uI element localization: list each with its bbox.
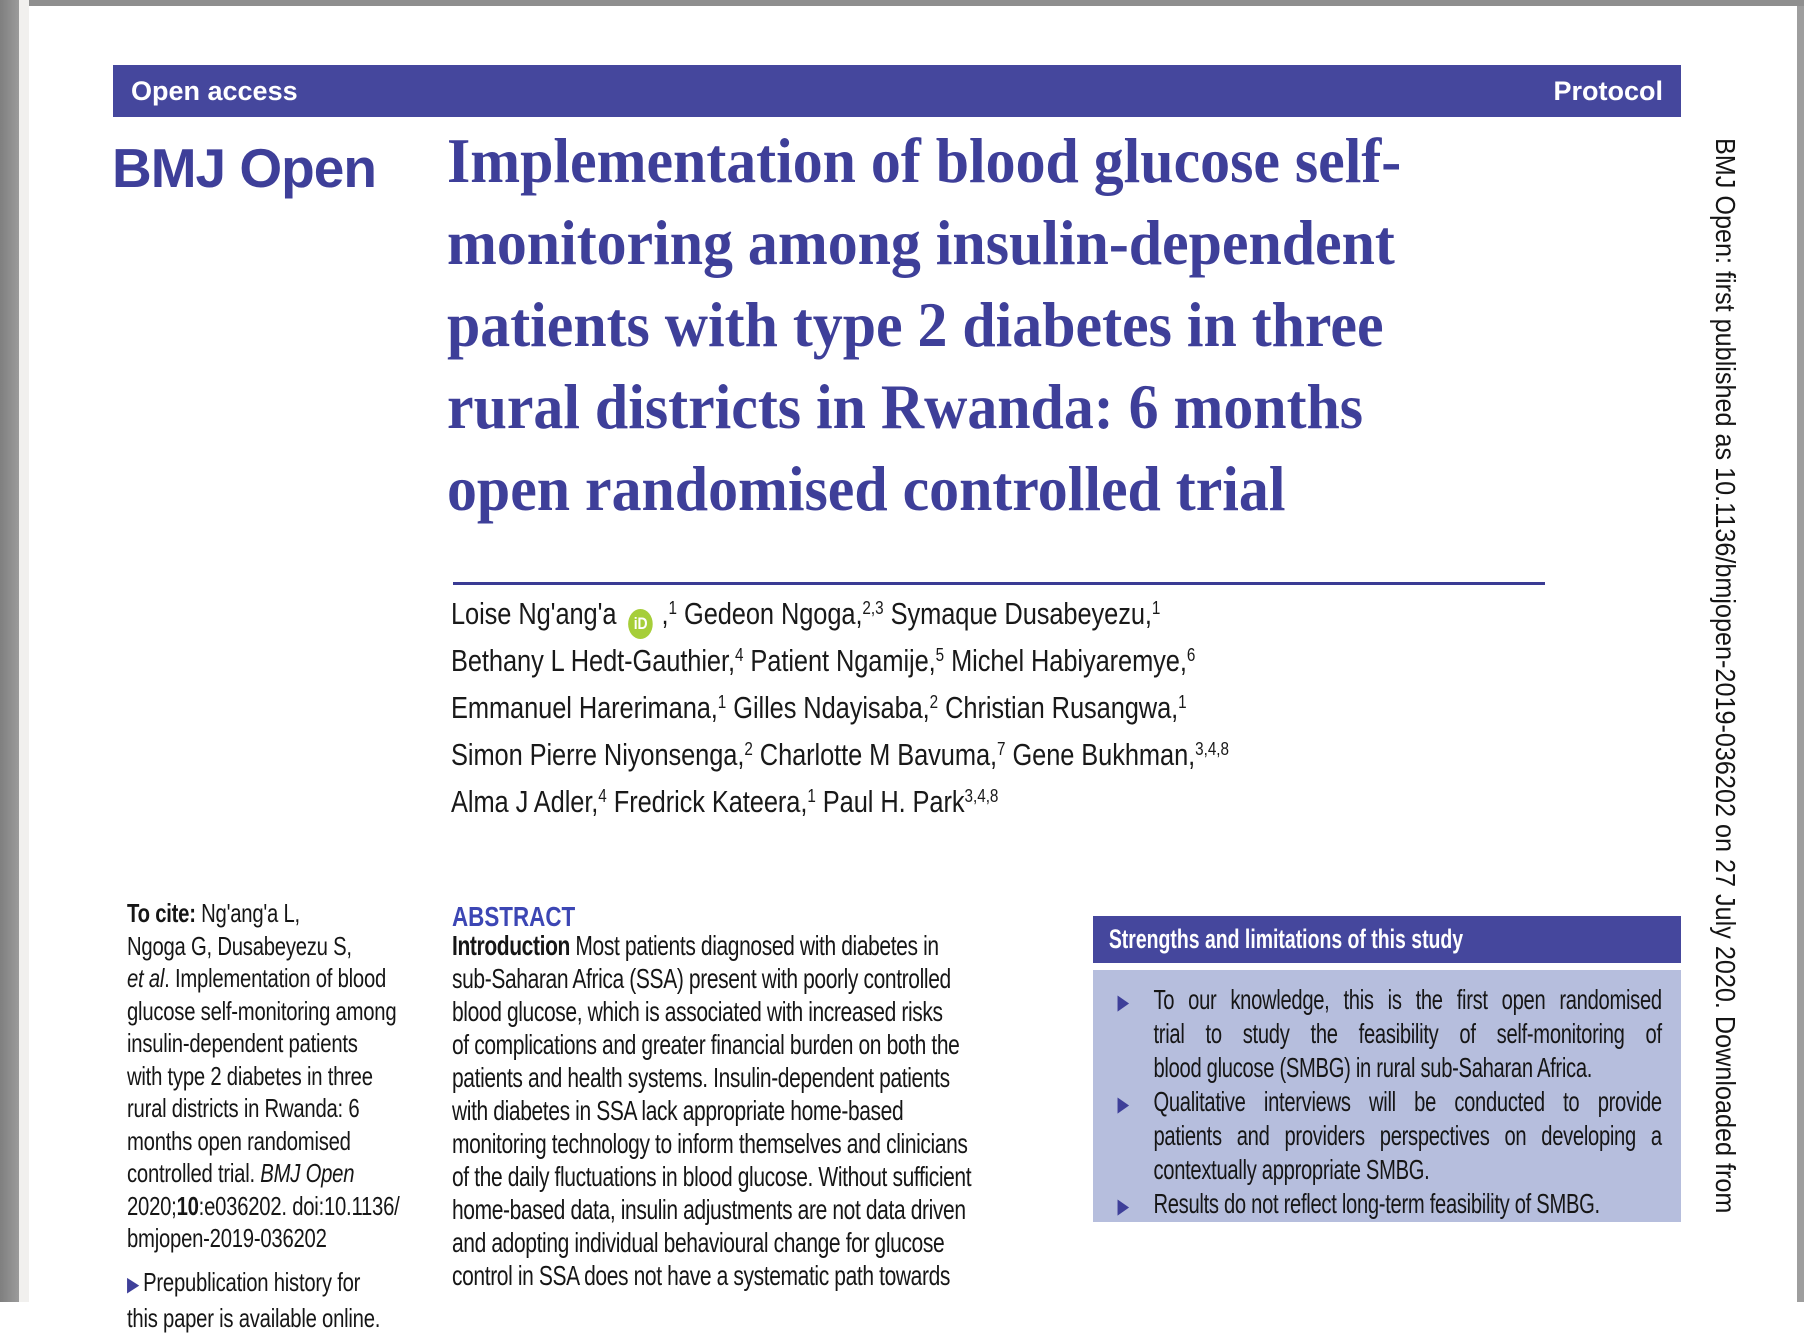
divider-rule bbox=[453, 582, 1545, 585]
text-line: Simon Pierre Niyonsenga,$^2$ Charlotte M Bavuma,$^7$ Gene Bukhman,$^{3,4,8}$ bbox=[451, 733, 1542, 780]
bullet-text bbox=[1153, 983, 1661, 1085]
strengths-heading: Strengths and limitations of this study bbox=[1093, 916, 1655, 963]
text-line: with type 2 diabetes in three bbox=[127, 1060, 439, 1093]
text-line: home-based data, insulin adjustments are not data driven bbox=[452, 1193, 1075, 1226]
text-line: open randomised controlled trial bbox=[447, 448, 1682, 530]
text-line: monitoring among insulin-dependent bbox=[447, 202, 1682, 284]
abstract-heading: ABSTRACT bbox=[452, 901, 575, 933]
author-list bbox=[451, 592, 1542, 827]
abstract-text bbox=[452, 929, 1075, 1292]
text-line: trial to study the feasibility of self-monitoring of bbox=[1153, 1017, 1661, 1051]
bullet-triangle-icon: ▶ bbox=[1117, 1088, 1128, 1122]
text-line: 2020;10:e036202. doi:10.1136/ bbox=[127, 1190, 439, 1223]
text-line: et al. Implementation of blood bbox=[127, 962, 439, 995]
text-line: rural districts in Rwanda: 6 bbox=[127, 1092, 439, 1125]
list-item bbox=[1117, 1187, 1661, 1221]
citation-block bbox=[127, 897, 439, 1255]
prepublication-note bbox=[127, 1266, 439, 1334]
text-line: Emmanuel Harerimana,$^1$ Gilles Ndayisaba,$^2$ Christian Rusangwa,$^1$ bbox=[451, 686, 1542, 733]
text-line: of the daily fluctuations in blood glucose. Without sufficient bbox=[452, 1160, 1075, 1193]
viewer-top-edge bbox=[0, 0, 1804, 6]
text-line: patients and health systems. Insulin-dependent patients bbox=[452, 1061, 1075, 1094]
open-access-label: Open access bbox=[131, 76, 298, 107]
text-line: Loise Ng'ang'a iD ,$^1$ Gedeon Ngoga,$^{2,3}$ Symaque Dusabeyezu,$^1$ bbox=[451, 592, 1542, 639]
text-line: control in SSA does not have a systematic path towards bbox=[452, 1259, 1075, 1292]
orcid-icon: iD bbox=[628, 609, 653, 639]
bullet-triangle-icon: ▶ bbox=[1117, 986, 1128, 1020]
text-line: sub-Saharan Africa (SSA) present with poorly controlled bbox=[452, 962, 1075, 995]
bullet-triangle-icon: ▶ bbox=[1117, 1190, 1128, 1224]
text-line: Introduction Most patients diagnosed with diabetes in bbox=[452, 929, 1075, 962]
text-line: To our knowledge, this is the first open randomised bbox=[1153, 983, 1661, 1017]
strengths-box-header bbox=[1093, 916, 1681, 963]
article-title bbox=[447, 120, 1682, 530]
sidebar-citation: BMJ Open: first published as 10.1136/bmjopen-2019-036202 on 27 July 2020. Downloaded from bbox=[1709, 138, 1741, 1213]
text-line: with diabetes in SSA lack appropriate home-based bbox=[452, 1094, 1075, 1127]
text-line: patients and providers perspectives on developing a bbox=[1153, 1119, 1661, 1153]
viewer-left-edge bbox=[0, 0, 19, 1302]
text-line: Alma J Adler,$^4$ Fredrick Kateera,$^1$ Paul H. Park$^{3,4,8}$ bbox=[451, 780, 1542, 827]
text-line: of complications and greater financial burden on both the bbox=[452, 1028, 1075, 1061]
journal-logo: BMJ Open bbox=[112, 138, 376, 198]
header-bar bbox=[113, 65, 1681, 117]
text-line: contextually appropriate SMBG. bbox=[1153, 1153, 1661, 1187]
text-line: this paper is available online. bbox=[127, 1302, 439, 1334]
page-left-margin-shadow bbox=[19, 0, 29, 1302]
text-line: ▶ Prepublication history for bbox=[127, 1266, 439, 1302]
text-line: and adopting individual behavioural change for glucose bbox=[452, 1226, 1075, 1259]
text-line: To cite: Ng'ang'a L, bbox=[127, 897, 439, 930]
list-item bbox=[1117, 1085, 1661, 1187]
text-line: monitoring technology to inform themselves and clinicians bbox=[452, 1127, 1075, 1160]
list-item bbox=[1117, 983, 1661, 1085]
text-line: Bethany L Hedt-Gauthier,$^4$ Patient Ngamije,$^5$ Michel Habiyaremye,$^6$ bbox=[451, 639, 1542, 686]
strengths-box bbox=[1093, 970, 1681, 1222]
text-line: Results do not reflect long-term feasibility of SMBG. bbox=[1153, 1187, 1661, 1221]
text-line: months open randomised bbox=[127, 1125, 439, 1158]
bullet-text bbox=[1153, 1085, 1661, 1187]
text-line: Implementation of blood glucose self- bbox=[447, 120, 1682, 202]
text-line: rural districts in Rwanda: 6 months bbox=[447, 366, 1682, 448]
text-line: patients with type 2 diabetes in three bbox=[447, 284, 1682, 366]
text-line: Ngoga G, Dusabeyezu S, bbox=[127, 930, 439, 963]
text-line: glucose self-monitoring among bbox=[127, 995, 439, 1028]
text-line: blood glucose, which is associated with increased risks bbox=[452, 995, 1075, 1028]
text-line: blood glucose (SMBG) in rural sub-Saharan Africa. bbox=[1153, 1051, 1661, 1085]
viewer-right-edge bbox=[1797, 6, 1804, 1302]
protocol-label: Protocol bbox=[1553, 76, 1663, 107]
strengths-list bbox=[1093, 970, 1662, 1221]
text-line: Qualitative interviews will be conducted to provide bbox=[1153, 1085, 1661, 1119]
text-line: controlled trial. BMJ Open bbox=[127, 1157, 439, 1190]
bullet-text bbox=[1153, 1187, 1661, 1221]
text-line: insulin-dependent patients bbox=[127, 1027, 439, 1060]
text-line: bmjopen-2019-036202 bbox=[127, 1222, 439, 1255]
